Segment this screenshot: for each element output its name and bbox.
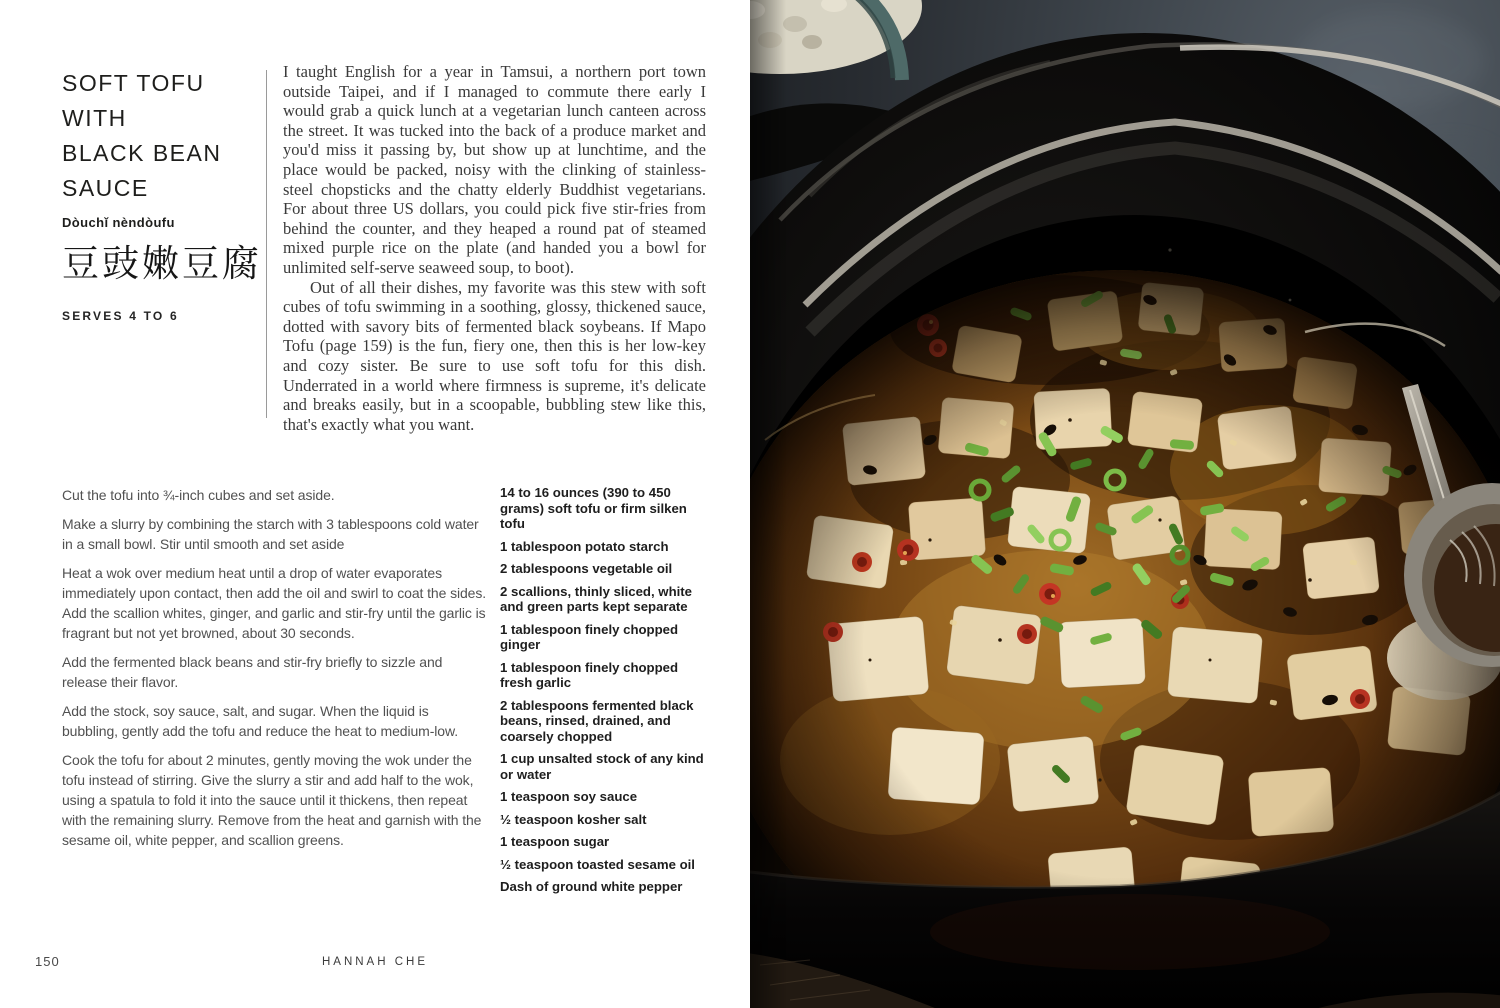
page-number: 150 <box>35 954 60 969</box>
instruction-step: Make a slurry by combining the starch with 3 tablespoons cold water in a small bowl. Stir until smooth and set aside <box>62 516 479 552</box>
recipe-title: BLACK BEAN <box>62 140 222 166</box>
headnote-paragraph: I taught English for a year in Tamsui, a northern port town outside Taipei, and if I managed to commute there early I would grab a quick lunch at a vegetarian lunch canteen across the street. It was tucked into the back of a produce market and you'd miss it passing by, but show up at lunchtime, and the place would be packed, noisy with the clinking of stainless-steel chopsticks and the chatty elderly Buddhist vegetarians. For about three US dollars, you could pick five stir-fries from behind the counter, and they heaped a round pat of steamed mixed purple rice on the plate (and handed you a bowl for unlimited self-serve seaweed soup, to boot). <box>283 62 706 277</box>
recipe-title: SAUCE <box>62 175 149 201</box>
ingredient-item: 1 teaspoon soy sauce <box>500 789 638 804</box>
instruction-step: Add the stock, soy sauce, salt, and sugar. When the liquid is bubbling, gently add the tofu and reduce the heat to medium-low. <box>62 703 458 739</box>
running-footer-author: HANNAH CHE <box>321 956 429 968</box>
headnote-paragraph: Out of all their dishes, my favorite was this stew with soft cubes of tofu swimming in a soothing, glossy, thickened sauce, dotted with savory bits of fermented black soybeans. If Mapo Tofu (page 159) is the fun, fiery one, then this is her low-key and cozy sister. Be sure to use soft tofu for this dish. Underrated in a world where firmness is supreme, it's delicate and breaks easily, but in a scoopable, bubbling stew like this, that's exactly what you want. <box>283 277 706 434</box>
ingredient-item: ½ teaspoon kosher salt <box>500 811 647 827</box>
recipe-title: SOFT TOFU <box>62 70 205 96</box>
ingredient-item: 1 tablespoon finely chopped ginger <box>500 621 679 652</box>
ingredient-item: 1 cup unsalted stock of any kind or water <box>500 751 704 782</box>
instruction-step: Add the fermented black beans and stir-fry briefly to sizzle and release their flavor. <box>62 654 443 690</box>
ingredient-item: 1 tablespoon potato starch <box>500 538 669 554</box>
ingredient-item: 2 tablespoons fermented black beans, rinsed, drained, and coarsely chopped <box>500 697 694 744</box>
ingredient-item: ½ teaspoon toasted sesame oil <box>500 856 695 872</box>
chinese-title: 豆豉嫩豆腐 <box>62 244 262 285</box>
recipe-title: WITH <box>62 105 127 131</box>
ingredient-item: Dash of ground white pepper <box>500 879 683 894</box>
serves-note: SERVES 4 TO 6 <box>62 309 179 323</box>
instruction-step: Cook the tofu for about 2 minutes, gently moving the wok under the tofu instead of stirring. Give the slurry a stir and add half to the wok, using a spatula to fold it into the sauce until it thickens, then repeat with the remaining slurry. Remove from the heat and garnish with the sesame oil, white pepper, and scallion greens. <box>62 752 482 848</box>
ingredient-item: 1 tablespoon finely chopped fresh garlic <box>500 659 679 690</box>
ingredient-item: 14 to 16 ounces (390 to 450 grams) soft tofu or firm silken tofu <box>500 485 687 531</box>
ingredient-item: 2 scallions, thinly sliced, white and green parts kept separate <box>500 583 693 614</box>
pinyin-title: Dòuchǐ nèndòufu <box>62 215 175 230</box>
instructions <box>62 485 487 859</box>
instruction-step: Heat a wok over medium heat until a drop of water evaporates immediately upon contact, then add the oil and swirl to coat the sides. Add the scallion whites, ginger, and garlic and stir-fry until the garlic is fragrant but not yet browned, about 30 seconds. <box>62 565 487 641</box>
vertical-divider <box>266 70 267 418</box>
recipe-title-block <box>62 66 267 323</box>
instruction-step: Cut the tofu into ¾-inch cubes and set aside. <box>62 487 335 503</box>
ingredient-item: 1 teaspoon sugar <box>500 834 610 849</box>
dish-photo <box>750 0 1500 1008</box>
spine-shadow <box>750 0 786 1008</box>
headnote <box>283 62 706 434</box>
ingredient-list <box>500 485 708 902</box>
ingredient-item: 2 tablespoons vegetable oil <box>500 561 673 576</box>
